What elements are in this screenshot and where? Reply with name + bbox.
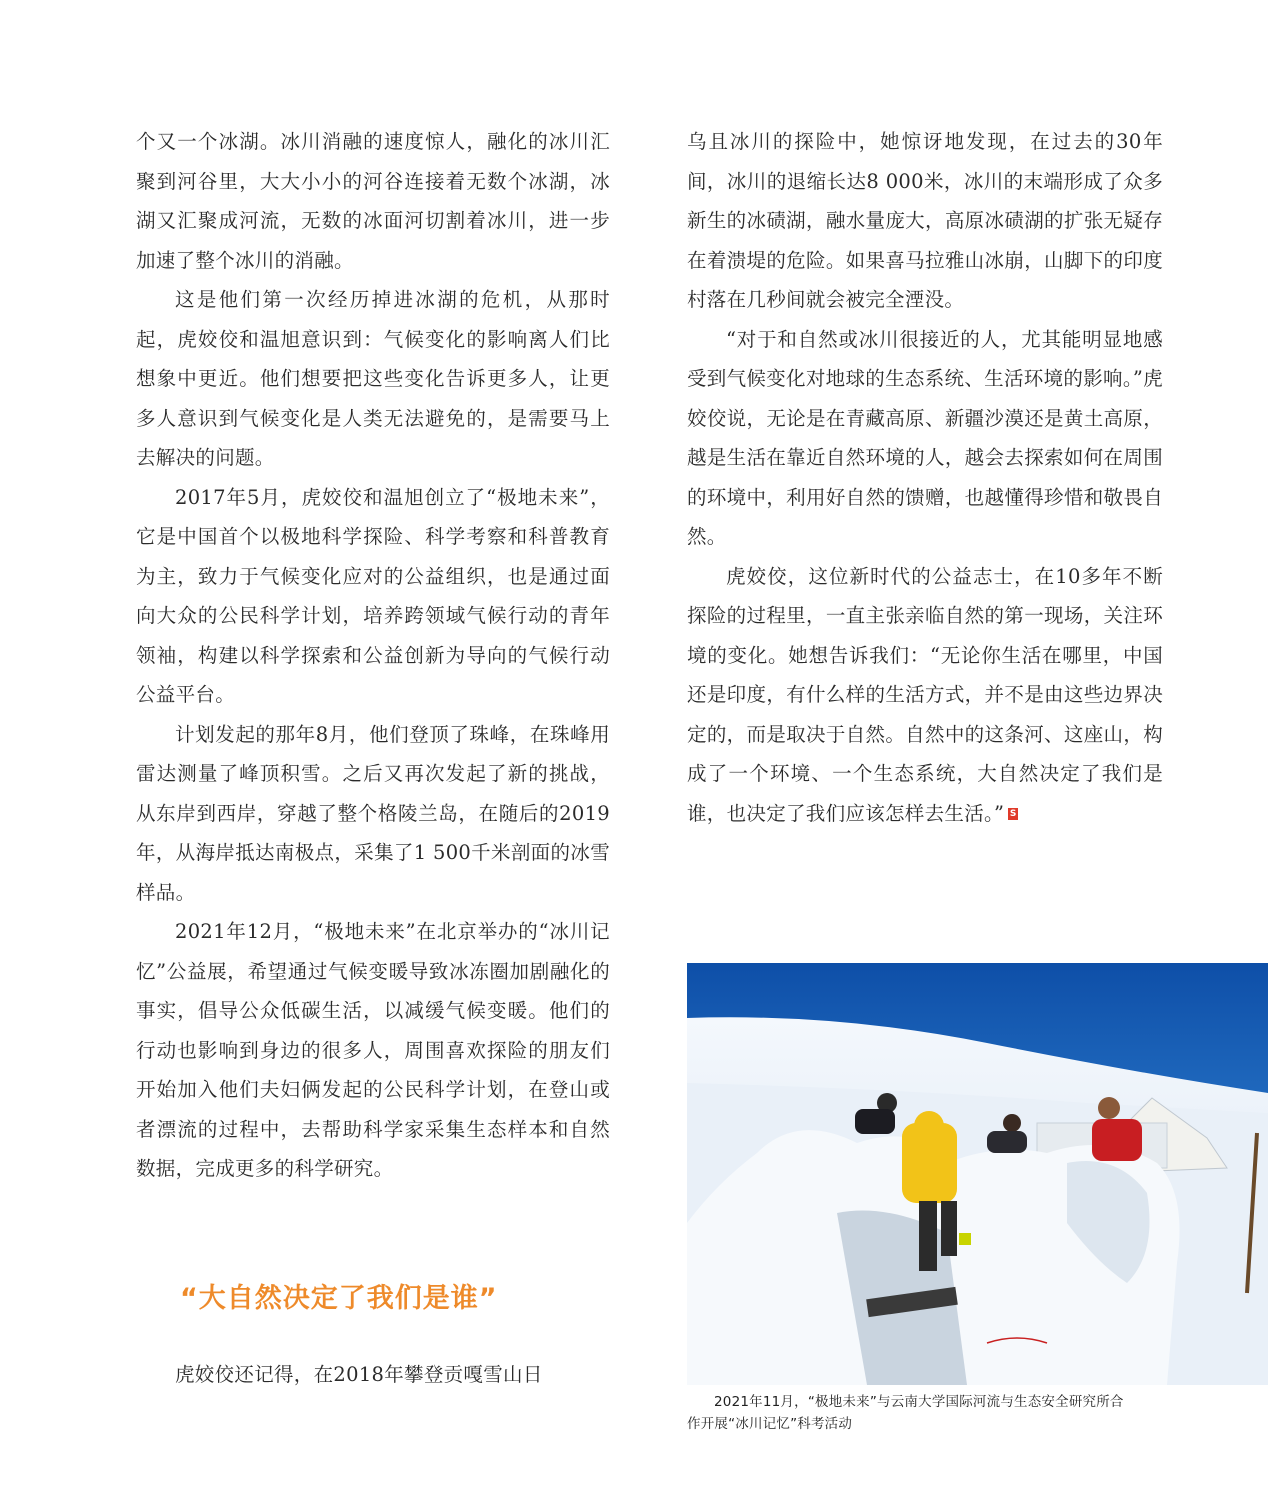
left-column: [136, 122, 610, 1189]
body-paragraph: 2021年12月，“极地未来”在北京举办的“冰川记忆”公益展，希望通过气候变暖导致冰冻圈加剧融化的事实，倡导公众低碳生活，以减缓气候变暖。他们的行动也影响到身边的很多人，周围喜欢探险的朋友们开始加入他们夫妇俩发起的公民科学计划，在登山或者漂流的过程中，去帮助科学家采集生态样本和自然数据，完成更多的科学研究。: [136, 920, 610, 1180]
body-paragraph-last: [687, 557, 1163, 834]
photo-caption: [687, 1391, 1167, 1435]
end-mark-icon: S: [1009, 809, 1017, 819]
body-paragraph: 这是他们第一次经历掉进冰湖的危机，从那时起，虎姣佼和温旭意识到：气候变化的影响离人们比想象中更近。他们想要把这些变化告诉更多人，让更多人意识到气候变化是人类无法避免的，是需要马上去解决的问题。: [136, 288, 610, 469]
section-heading: “大自然决定了我们是谁”: [180, 1283, 498, 1314]
caption-line: 2021年11月，“极地未来”与云南大学国际河流与生态安全研究所合: [714, 1394, 1124, 1410]
body-paragraph: “对于和自然或冰川很接近的人，尤其能明显地感受到气候变化对地球的生态系统、生活环境的影响。”虎姣佼说，无论是在青藏高原、新疆沙漠还是黄土高原，越是生活在靠近自然环境的人，越会去探索如何在周围的环境中，利用好自然的馈赠，也越懂得珍惜和敬畏自然。: [687, 327, 1163, 548]
section-intro: [136, 1355, 610, 1395]
body-paragraph: 虎姣佼还记得，在2018年攀登贡嘎雪山日: [175, 1363, 543, 1386]
body-paragraph: 个又一个冰湖。冰川消融的速度惊人，融化的冰川汇聚到河谷里，大大小小的河谷连接着无数个冰湖，冰湖又汇聚成河流，无数的冰面河切割着冰川，进一步加速了整个冰川的消融。: [136, 130, 610, 272]
expedition-photo: [687, 963, 1268, 1385]
body-paragraph: 计划发起的那年8月，他们登顶了珠峰，在珠峰用雷达测量了峰顶积雪。之后又再次发起了新的挑战，从东岸到西岸，穿越了整个格陵兰岛，在随后的2019年，从海岸抵达南极点，采集了1 500千米剖面的冰雪样品。: [136, 722, 610, 904]
body-paragraph-text: 虎姣佼，这位新时代的公益志士，在10多年不断探险的过程里，一直主张亲临自然的第一现场，关注环境的变化。她想告诉我们：“无论你生活在哪里，中国还是印度，有什么样的生活方式，并不是由这些边界决定的，而是取决于自然。自然中的这条河、这座山，构成了一个环境、一个生态系统，大自然决定了我们是谁，也决定了我们应该怎样去生活。”: [687, 564, 1163, 825]
right-column: [687, 122, 1163, 833]
body-paragraph: 乌且冰川的探险中，她惊讶地发现，在过去的30年间，冰川的退缩长达8 000米，冰川的末端形成了众多新生的冰碛湖，融水量庞大，高原冰碛湖的扩张无疑存在着溃堤的危险。如果喜马拉雅山冰崩，山脚下的印度村落在几秒间就会被完全湮没。: [687, 130, 1163, 311]
body-paragraph: 2017年5月，虎姣佼和温旭创立了“极地未来”，它是中国首个以极地科学探险、科学考察和科普教育为主，致力于气候变化应对的公益组织，也是通过面向大众的公民科学计划，培养跨领域气候行动的青年领袖，构建以科学探索和公益创新为导向的气候行动公益平台。: [136, 485, 610, 706]
caption-line: 作开展“冰川记忆”科考活动: [687, 1416, 853, 1432]
